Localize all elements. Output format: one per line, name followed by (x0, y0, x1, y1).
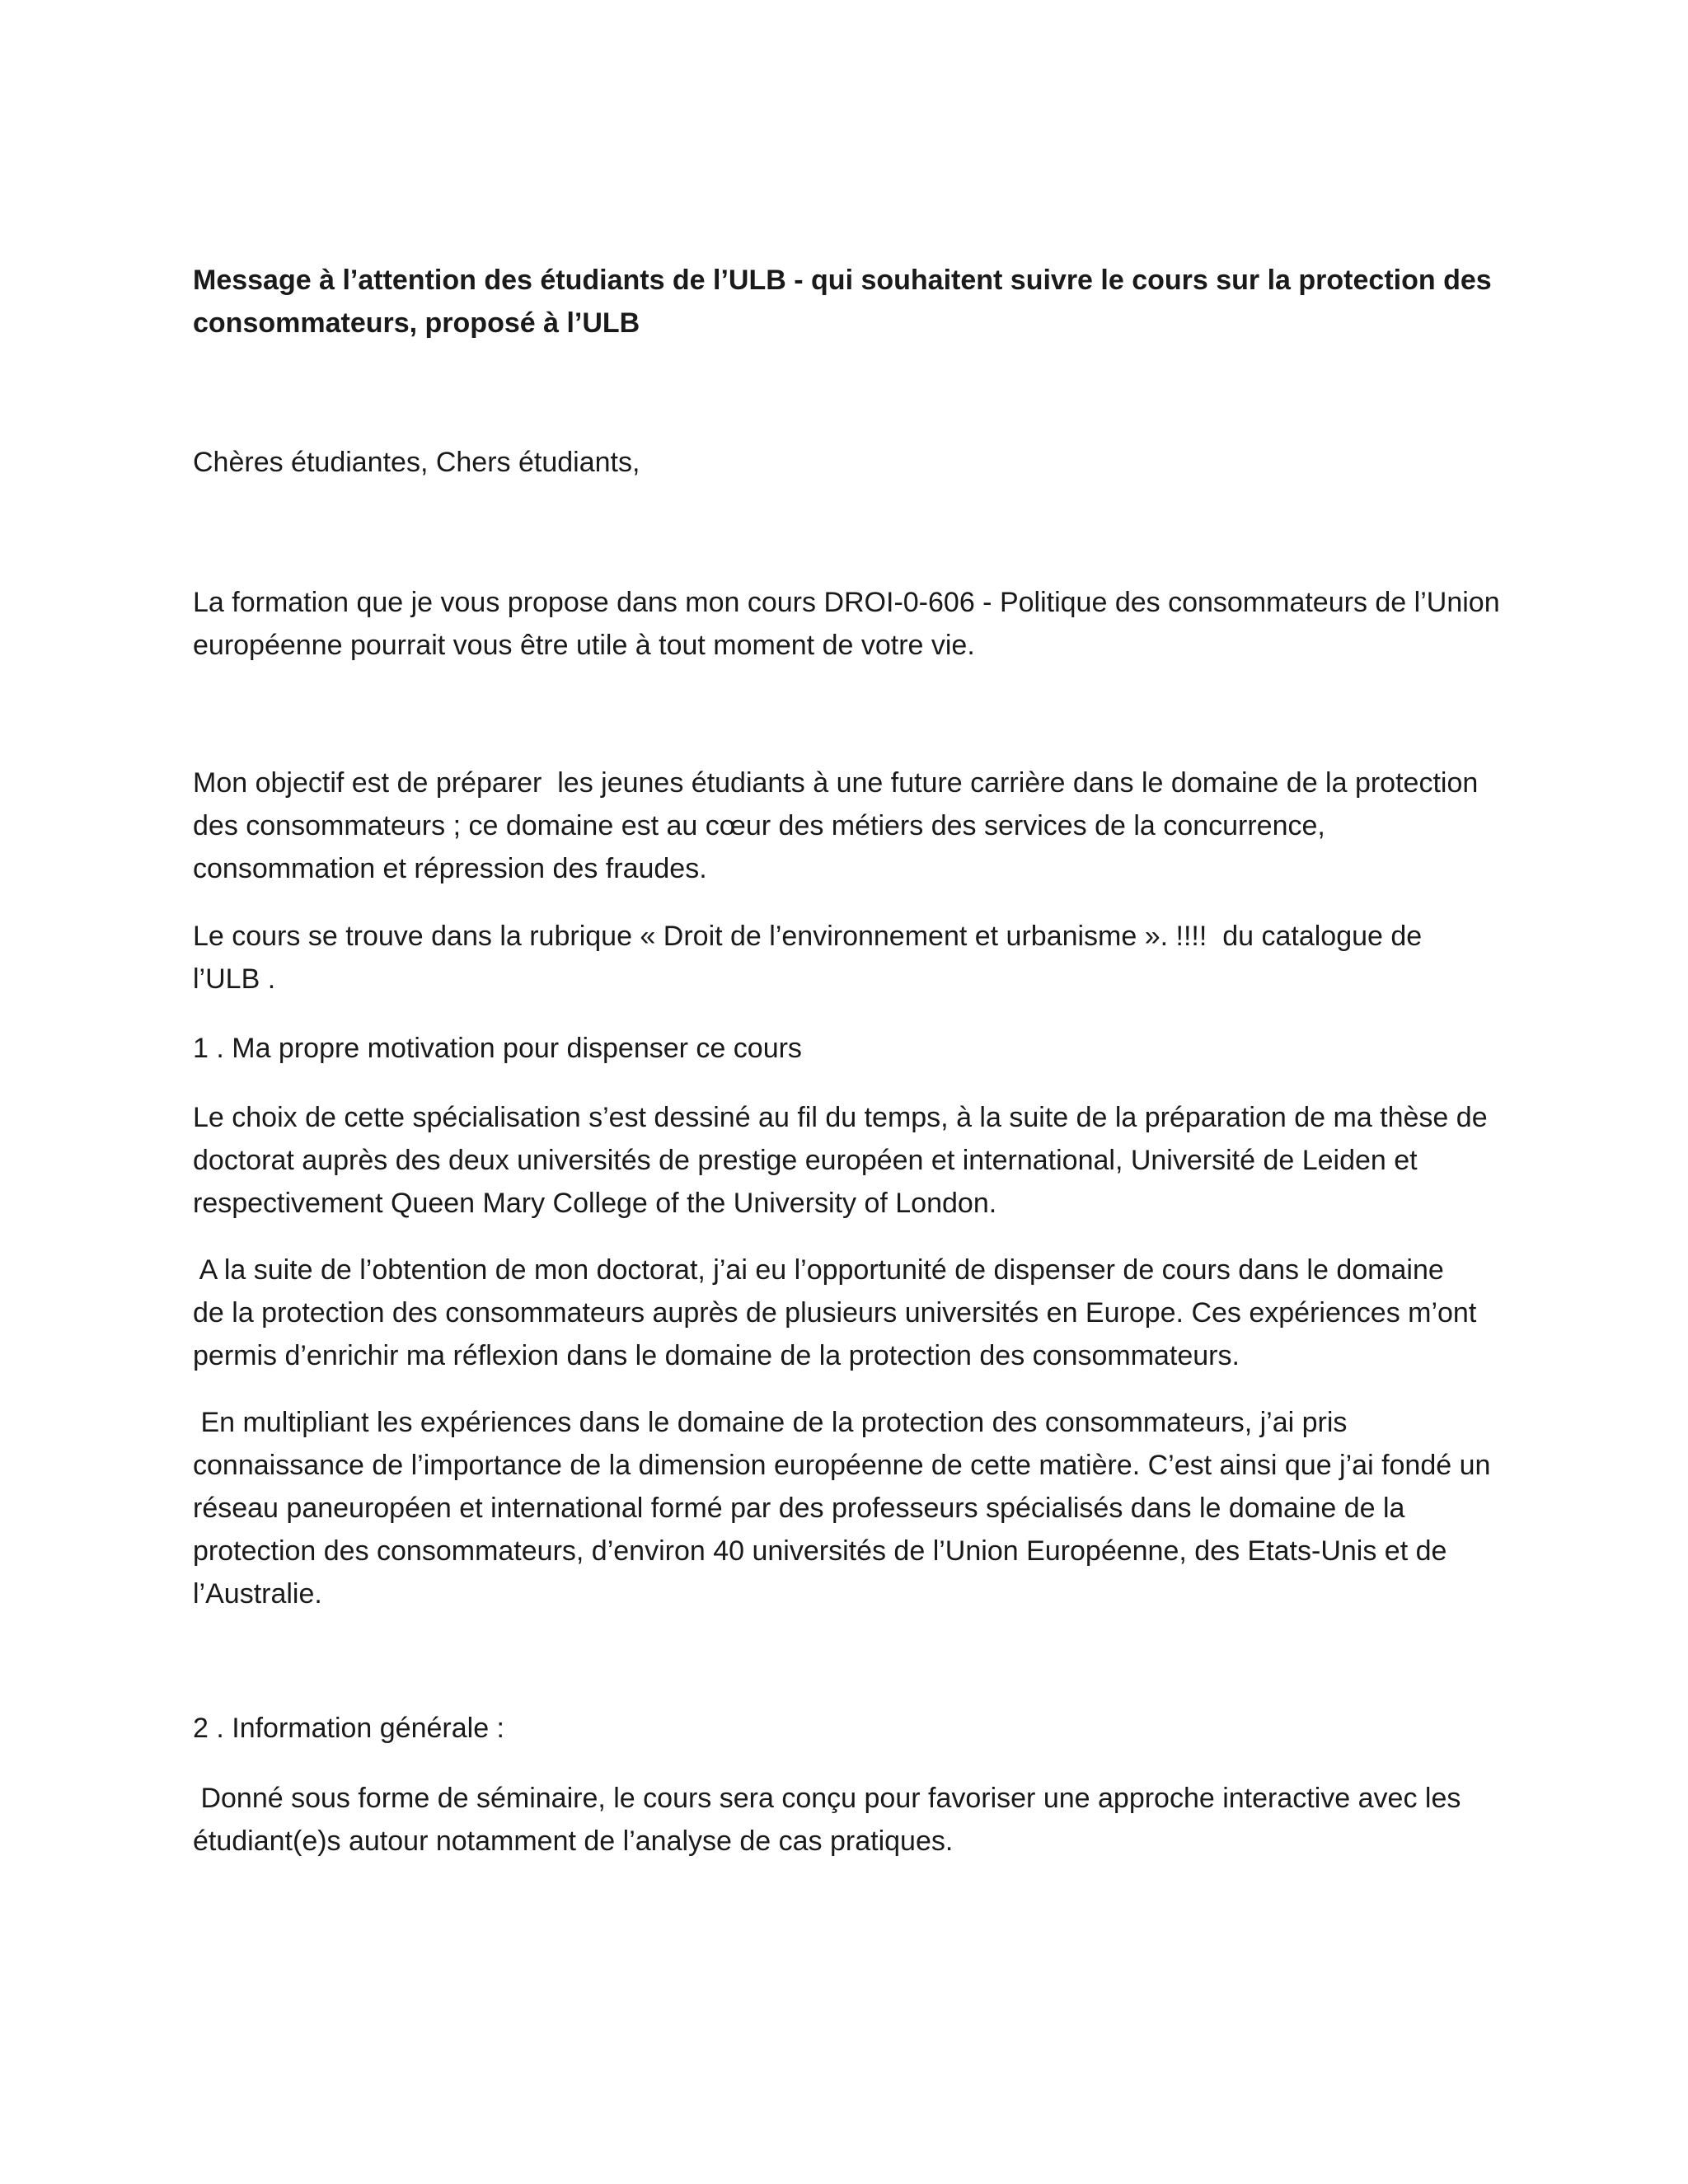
text-line: doctorat auprès des deux universités de prestige européen et international, Université de Leiden et (193, 1145, 1418, 1176)
section-1-heading (193, 1027, 1503, 1070)
text-line: A la suite de l’obtention de mon doctorat, j’ai eu l’opportunité de dispenser de cours dans le domaine (193, 1254, 1444, 1286)
section-1-paragraph-1 (193, 1096, 1503, 1225)
document-title (193, 259, 1503, 344)
text-line: 2 . Information générale : (193, 1713, 505, 1744)
text-line: de la protection des consommateurs auprès de plusieurs universités en Europe. Ces expériences m’ont (193, 1297, 1477, 1329)
section-2-heading (193, 1707, 1503, 1750)
text-line: Le choix de cette spécialisation s’est dessiné au fil du temps, à la suite de la préparation de ma thèse de (193, 1102, 1488, 1133)
section-2-paragraph-1 (193, 1777, 1503, 1863)
text-line: connaissance de l’importance de la dimension européenne de cette matière. C’est ainsi que j’ai fondé un (193, 1450, 1491, 1481)
text-line: La formation que je vous propose dans mon cours DROI-0-606 - Politique des consommateurs de l’Union (193, 587, 1500, 618)
section-1-paragraph-3 (193, 1401, 1503, 1615)
text-line: protection des consommateurs, d’environ 40 universités de l’Union Européenne, des Etats-Unis et de (193, 1535, 1447, 1567)
intro-paragraph (193, 581, 1503, 667)
text-line: européenne pourrait vous être utile à tout moment de votre vie. (193, 630, 975, 661)
section-1-paragraph-2 (193, 1249, 1503, 1377)
text-line: consommation et répression des fraudes. (193, 853, 707, 884)
text-line: En multipliant les expériences dans le domaine de la protection des consommateurs, j’ai pris (193, 1407, 1348, 1438)
objective-paragraph (193, 762, 1503, 890)
greeting (193, 441, 1503, 484)
text-line: des consommateurs ; ce domaine est au cœur des métiers des services de la concurrence, (193, 810, 1325, 841)
text-line: permis d’enrichir ma réflexion dans le domaine de la protection des consommateurs. (193, 1340, 1240, 1371)
text-line: 1 . Ma propre motivation pour dispenser ce cours (193, 1033, 802, 1064)
text-line: consommateurs, proposé à l’ULB (193, 307, 640, 339)
text-line: l’Australie. (193, 1578, 322, 1610)
text-line: Chères étudiantes, Chers étudiants, (193, 447, 640, 478)
text-line: étudiant(e)s autour notamment de l’analyse de cas pratiques. (193, 1825, 954, 1857)
text-line: Message à l’attention des étudiants de l’ULB - qui souhaitent suivre le cours sur la protection des (193, 265, 1492, 296)
text-line: Le cours se trouve dans la rubrique « Droit de l’environnement et urbanisme ». !!!! du catalogue de (193, 921, 1423, 952)
text-line: l’ULB . (193, 963, 276, 995)
text-line: respectivement Queen Mary College of the University of London. (193, 1188, 997, 1219)
text-line: Mon objectif est de préparer les jeunes étudiants à une future carrière dans le domaine de la protection (193, 767, 1479, 799)
catalogue-paragraph (193, 915, 1503, 1001)
text-line: Donné sous forme de séminaire, le cours sera conçu pour favoriser une approche interactive avec les (193, 1783, 1461, 1814)
text-line: réseau paneuropéen et international formé par des professeurs spécialisés dans le domaine de la (193, 1493, 1405, 1524)
